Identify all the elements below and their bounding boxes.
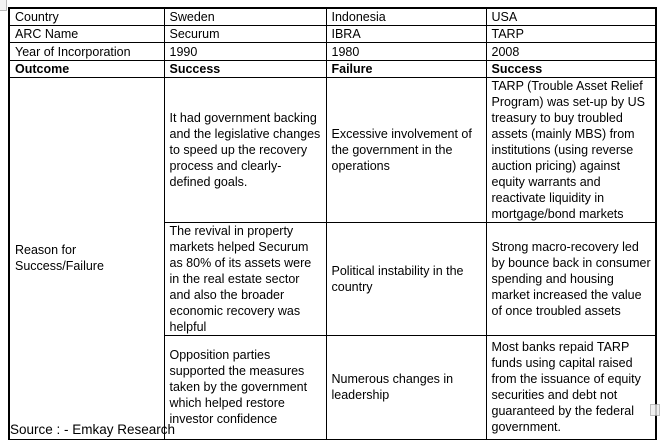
reason1-sweden: It had government backing and the legislative changes to speed up the recovery process and clearly-defined goals. <box>164 78 326 223</box>
arc-name-row-label: ARC Name <box>9 26 164 43</box>
outcome-sweden: Success <box>164 61 326 78</box>
arc-name-indonesia: IBRA <box>326 26 486 43</box>
table-row <box>9 78 656 223</box>
year-sweden: 1990 <box>164 43 326 61</box>
reason1-indonesia: Excessive involvement of the government in the operations <box>326 78 486 223</box>
top-left-handle-artifact <box>0 0 7 11</box>
reason2-indonesia: Political instability in the country <box>326 223 486 336</box>
outcome-row-label: Outcome <box>9 61 164 78</box>
table-row <box>9 43 656 61</box>
table-row <box>9 8 656 26</box>
arc-comparison-table <box>8 7 657 440</box>
country-row-label: Country <box>9 8 164 26</box>
reason2-usa: Strong macro-recovery led by bounce back in consumer spending and housing market increased the value of once troubled assets <box>486 223 656 336</box>
bottom-right-handle-artifact <box>650 404 660 416</box>
outcome-indonesia: Failure <box>326 61 486 78</box>
reason3-sweden: Opposition parties supported the measures taken by the government which helped restore investor confidence <box>164 336 326 440</box>
year-row-label: Year of Incorporation <box>9 43 164 61</box>
year-indonesia: 1980 <box>326 43 486 61</box>
source-note: Source : - Emkay Research <box>10 422 176 437</box>
country-indonesia: Indonesia <box>326 8 486 26</box>
table-row <box>9 61 656 78</box>
year-usa: 2008 <box>486 43 656 61</box>
arc-name-sweden: Securum <box>164 26 326 43</box>
outcome-usa: Success <box>486 61 656 78</box>
reason-row-label: Reason for Success/Failure <box>9 78 164 440</box>
country-usa: USA <box>486 8 656 26</box>
reason1-usa: TARP (Trouble Asset Relief Program) was set-up by US treasury to buy troubled assets (mainly MBS) from institutions (using reverse auction pricing) against equity warrants and reactivate liquidity in mortgage/bond markets <box>486 78 656 223</box>
reason2-sweden: The revival in property markets helped Securum as 80% of its assets were in the real estate sector and also the broader economic recovery was helpful <box>164 223 326 336</box>
reason3-usa: Most banks repaid TARP funds using capital raised from the issuance of equity securities and debt not guaranteed by the federal government. <box>486 336 656 440</box>
table-row <box>9 26 656 43</box>
arc-name-usa: TARP <box>486 26 656 43</box>
reason3-indonesia: Numerous changes in leadership <box>326 336 486 440</box>
country-sweden: Sweden <box>164 8 326 26</box>
